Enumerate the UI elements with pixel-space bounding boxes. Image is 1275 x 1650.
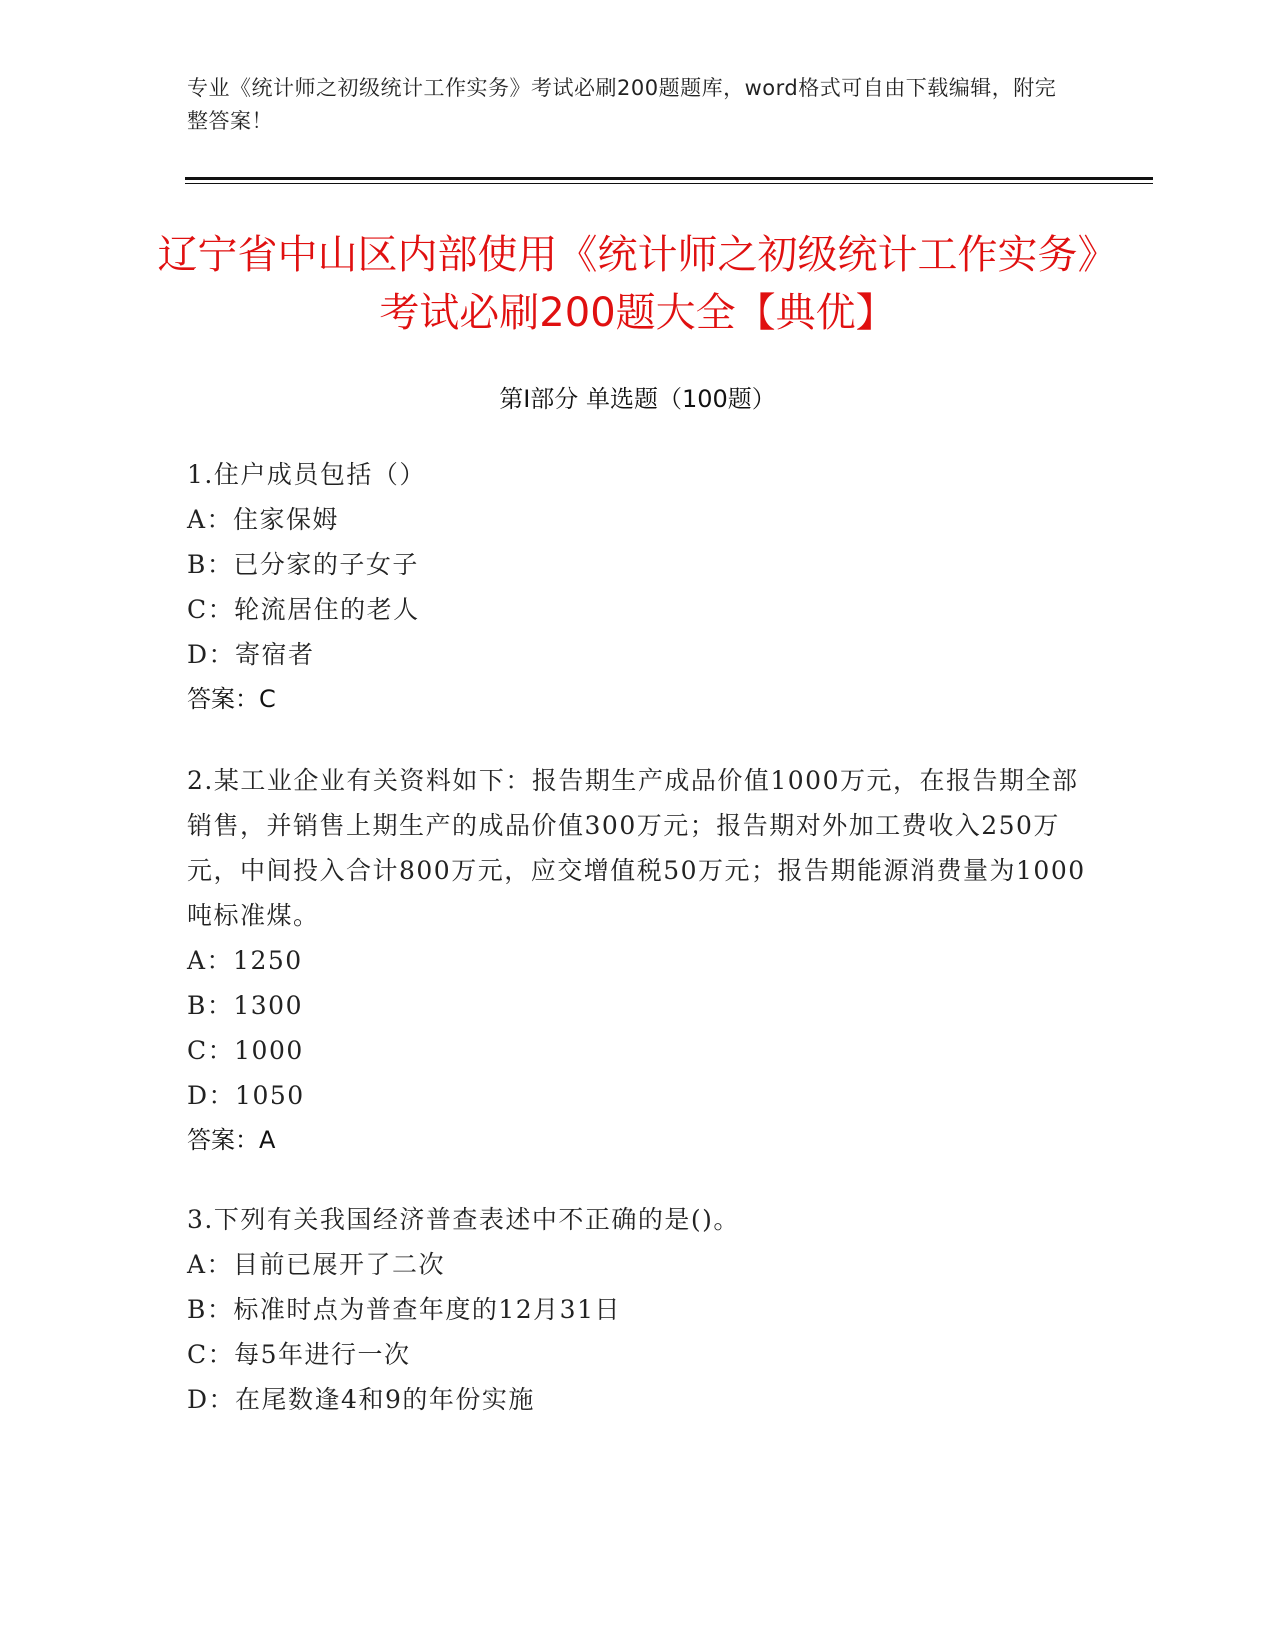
option-a: A：目前已展开了二次	[187, 1250, 446, 1279]
option-c: C：轮流居住的老人	[187, 595, 420, 624]
document-title: 辽宁省中山区内部使用《统计师之初级统计工作实务》考试必刷200题大全【典优】	[157, 232, 1118, 336]
option-c: C：每5年进行一次	[187, 1340, 411, 1369]
option-c: C：1000	[187, 1036, 304, 1065]
header-divider-thick	[185, 177, 1153, 180]
header-note: 专业《统计师之初级统计工作实务》考试必刷200题题库，word格式可自由下载编辑，附完整答案！	[187, 76, 1057, 133]
option-d: D：寄宿者	[187, 640, 315, 669]
option-a: A：住家保姆	[187, 505, 340, 534]
section-heading: 第Ⅰ部分 单选题（100题）	[499, 385, 776, 413]
option-a: A：1250	[187, 946, 303, 975]
question-stem: 1.住户成员包括（）	[187, 460, 426, 489]
option-d: D：在尾数逢4和9的年份实施	[187, 1385, 535, 1414]
option-b: B：已分家的子女子	[187, 550, 419, 579]
header-divider-thin	[185, 183, 1153, 184]
answer: 答案：C	[187, 685, 276, 713]
option-b: B：标准时点为普查年度的12月31日	[187, 1295, 621, 1324]
question-stem: 3.下列有关我国经济普查表述中不正确的是()。	[187, 1205, 740, 1234]
option-d: D：1050	[187, 1081, 305, 1110]
question-2	[187, 758, 1087, 1163]
answer: 答案：A	[187, 1126, 276, 1154]
question-3	[187, 1197, 1087, 1422]
option-b: B：1300	[187, 991, 303, 1020]
question-stem: 2.某工业企业有关资料如下：报告期生产成品价值1000万元，在报告期全部销售，并销售上期生产的成品价值300万元；报告期对外加工费收入250万元，中间投入合计800万元，应交增值税50万元；报告期能源消费量为1000吨标准煤。	[187, 766, 1086, 930]
question-1	[187, 452, 1087, 722]
